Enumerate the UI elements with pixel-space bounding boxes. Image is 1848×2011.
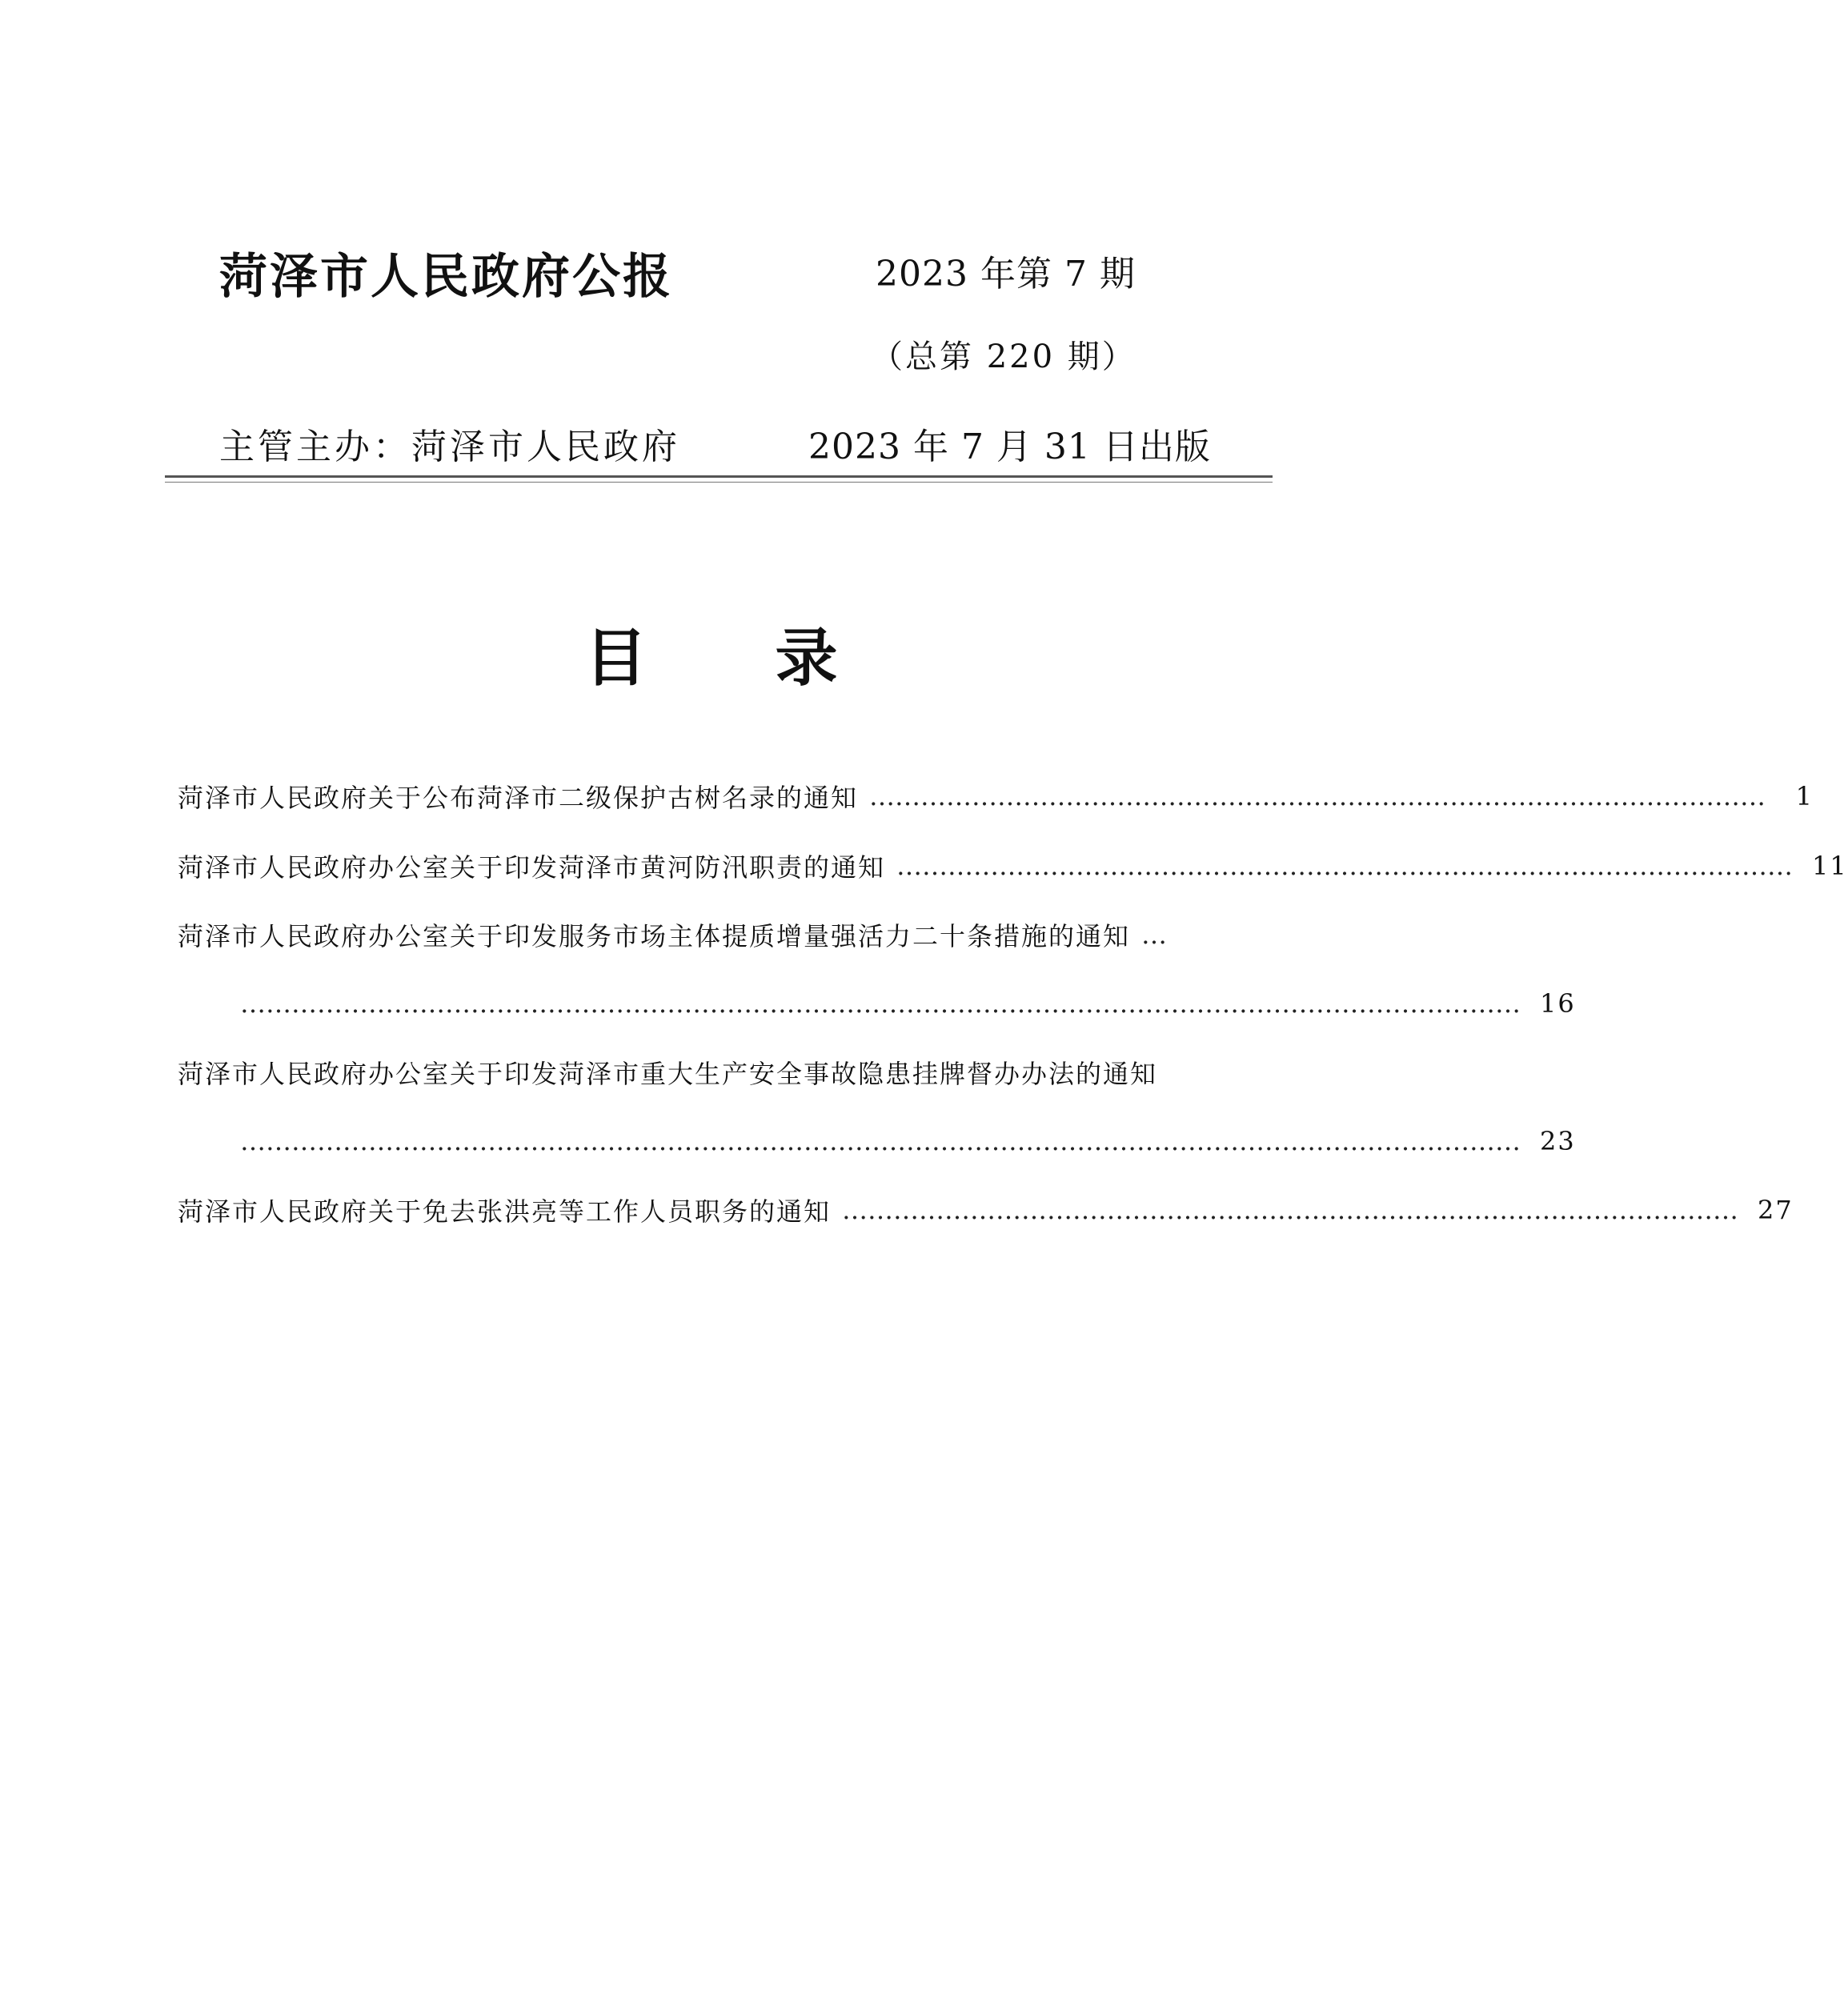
toc-leader-dots: …………………………………………………………………………………………… <box>842 1195 1739 1225</box>
toc-entry-continuation <box>240 983 1576 1024</box>
toc-entry[interactable] <box>178 915 1261 955</box>
toc-entry-title: 菏泽市人民政府办公室关于印发菏泽市重大生产安全事故隐患挂牌督办办法的通知 <box>178 1059 1158 1089</box>
toc-entry[interactable] <box>178 1190 1794 1230</box>
sponsor-line: 主管主办：菏泽市人民政府 <box>219 427 680 467</box>
header-divider <box>165 475 1273 478</box>
toc-entry-title: 菏泽市人民政府关于免去张洪亮等工作人员职务的通知 <box>178 1196 832 1227</box>
publication-date: 2023 年 7 月 31 日出版 <box>808 427 1211 467</box>
toc-heading-char: 录 <box>775 622 838 695</box>
toc-entry-title: 菏泽市人民政府关于公布菏泽市二级保护古树名录的通知 <box>178 783 859 813</box>
toc-entry-page: 23 <box>1540 1126 1576 1156</box>
toc-leader-dots: … <box>1141 919 1168 950</box>
toc-leader-dots: …………………………………………………………………………………………… <box>896 851 1794 881</box>
gazette-title: 菏泽市人民政府公报 <box>219 249 673 305</box>
toc-entry-title: 菏泽市人民政府办公室关于印发菏泽市黄河防汛职责的通知 <box>178 852 886 883</box>
toc-entry[interactable] <box>178 1052 1261 1092</box>
issue-number: 2023 年第 7 期 <box>876 254 1136 294</box>
toc-entry-continuation <box>240 1121 1576 1161</box>
toc-leader-dots: …………………………………………………………………………………………………………………………………… <box>240 988 1521 1019</box>
toc-heading-char: 目 <box>584 622 647 695</box>
header-divider-thin <box>165 482 1273 483</box>
toc-leader-dots: …………………………………………………………………………………………… <box>869 781 1766 811</box>
toc-leader-dots: …………………………………………………………………………………………………………………………………… <box>240 1126 1521 1156</box>
toc-entry-page: 16 <box>1540 988 1576 1019</box>
toc-entry[interactable] <box>178 776 1814 816</box>
issue-total-number: （总第 220 期） <box>871 339 1136 375</box>
toc-entry[interactable] <box>178 846 1848 886</box>
toc-entry-page: 1 <box>1795 781 1814 811</box>
toc-entry-title: 菏泽市人民政府办公室关于印发服务市场主体提质增量强活力二十条措施的通知 <box>178 921 1131 951</box>
toc-entry-page: 27 <box>1758 1195 1794 1225</box>
toc-heading <box>0 608 1422 698</box>
toc-entry-page: 11 <box>1812 851 1848 881</box>
